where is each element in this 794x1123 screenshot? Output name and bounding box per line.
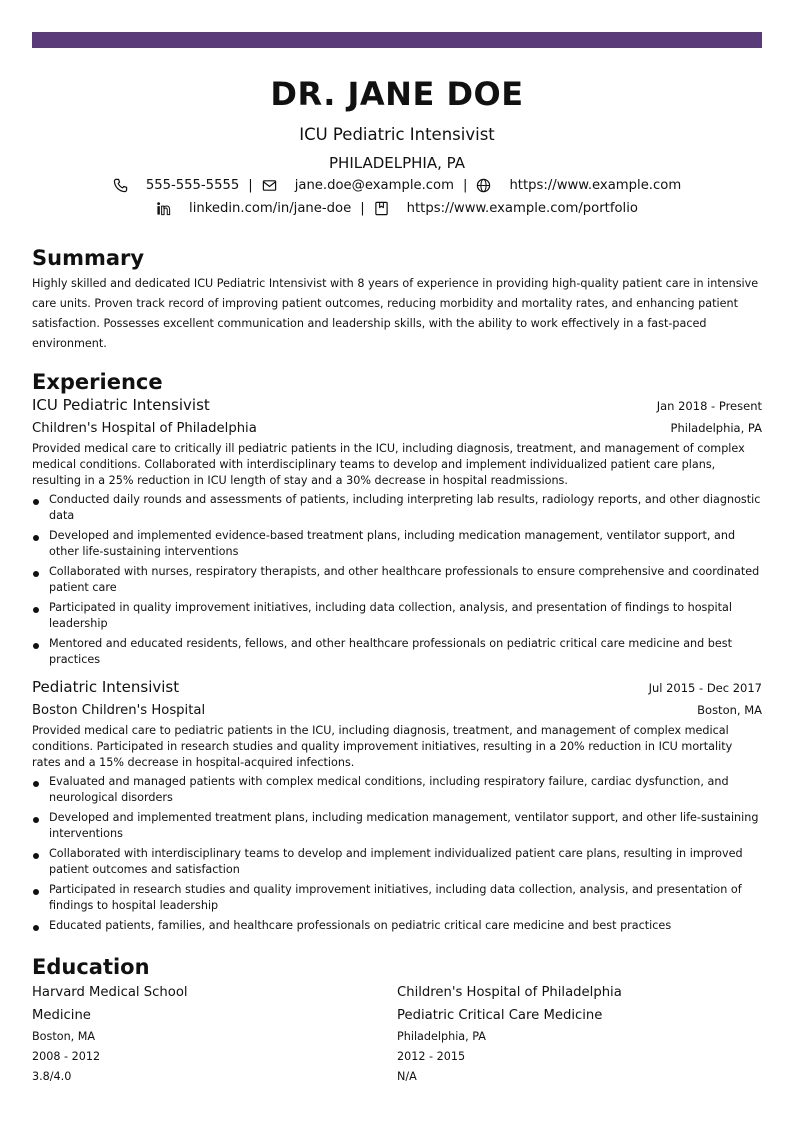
summary-section: [32, 245, 762, 354]
job-entry: [32, 395, 762, 668]
candidate-name: DR. JANE DOE: [270, 75, 524, 113]
job-entry: [32, 677, 762, 934]
list-item: [32, 564, 762, 596]
edu-dates: 2012 - 2015: [397, 1050, 466, 1063]
list-item: [32, 492, 762, 524]
bullet-text: Conducted daily rounds and assessments of patients, including interpreting lab results, radiology reports, and other diagnostic data: [49, 493, 761, 522]
portfolio-icon: [374, 201, 389, 216]
candidate-title: ICU Pediatric Intensivist: [299, 125, 495, 144]
website-link[interactable]: https://www.example.com: [509, 177, 682, 193]
education-entry: [32, 984, 397, 1085]
bullet-icon: [33, 925, 39, 931]
bullet-icon: [33, 607, 39, 613]
job-company: Children's Hospital of Philadelphia: [32, 421, 257, 436]
edu-school: Children's Hospital of Philadelphia: [397, 985, 622, 1000]
list-item: [32, 810, 762, 842]
job-location: Philadelphia, PA: [670, 421, 762, 435]
bullet-text: Collaborated with nurses, respiratory therapists, and other healthcare professionals to ensure comprehensive and coordinated patient care: [49, 565, 760, 594]
resume-page: [32, 48, 762, 1085]
accent-bar: [32, 32, 762, 48]
separator: |: [248, 177, 253, 193]
edu-field: Pediatric Critical Care Medicine: [397, 1008, 603, 1023]
portfolio-link[interactable]: https://www.example.com/portfolio: [406, 200, 638, 216]
mail-icon: [262, 178, 277, 193]
bullet-text: Educated patients, families, and healthcare professionals on pediatric critical care medicine and best practices: [49, 919, 672, 932]
edu-location: Philadelphia, PA: [397, 1030, 486, 1043]
bullet-text: Developed and implemented evidence-based treatment plans, including medication management, ventilator support, and other life-sustaining interventions: [49, 529, 736, 558]
bullet-text: Developed and implemented treatment plans, including medication management, ventilator support, and other life-sustaining interventions: [49, 811, 759, 840]
summary-text: Highly skilled and dedicated ICU Pediatric Intensivist with 8 years of experience in providing high-quality patient care in intensive care units. Proven track record of improving patient outcomes, reducing morbidity and mortality rates, and enhancing patient satisfaction. Possesses excellent communication and leadership skills, with the ability to work effectively in a fast-paced environment.: [32, 277, 759, 350]
phone-icon: [113, 178, 128, 193]
list-item: [32, 774, 762, 806]
list-item: [32, 600, 762, 632]
separator: |: [360, 200, 365, 216]
education-heading: Education: [32, 955, 150, 979]
experience-section: [32, 369, 762, 934]
bullet-icon: [33, 535, 39, 541]
phone-number[interactable]: 555-555-5555: [145, 177, 240, 193]
job-bullets: [32, 492, 762, 668]
email-link[interactable]: jane.doe@example.com: [294, 177, 454, 193]
bullet-text: Participated in quality improvement initiatives, including data collection, analysis, and presentation of findings to hospital leadership: [49, 601, 732, 630]
job-location: Boston, MA: [697, 703, 762, 717]
job-title: Pediatric Intensivist: [32, 678, 180, 696]
summary-heading: Summary: [32, 246, 145, 270]
bullet-text: Evaluated and managed patients with complex medical conditions, including respiratory failure, cardiac dysfunction, and neurological disorders: [49, 775, 729, 804]
job-description: Provided medical care to pediatric patients in the ICU, including diagnosis, treatment, and management of complex medical conditions. Participated in research studies and quality improvement initiatives, resulting in a 20% reduction in ICU mortality rates and a 15% decrease in hospital-acquired infections.: [32, 724, 733, 769]
separator: |: [462, 177, 468, 193]
education-section: [32, 954, 762, 1085]
list-item: [32, 846, 762, 878]
bullet-icon: [33, 781, 39, 787]
job-title: ICU Pediatric Intensivist: [32, 396, 210, 414]
job-company: Boston Children's Hospital: [32, 703, 206, 718]
list-item: [32, 918, 762, 934]
edu-location: Boston, MA: [32, 1030, 96, 1043]
list-item: [32, 636, 762, 668]
linkedin-link[interactable]: linkedin.com/in/jane-doe: [189, 200, 352, 216]
contact-row-1: [32, 174, 762, 197]
edu-school: Harvard Medical School: [32, 985, 188, 1000]
bullet-icon: [33, 571, 39, 577]
edu-gpa: N/A: [397, 1070, 417, 1083]
bullet-text: Mentored and educated residents, fellows, and other healthcare professionals on pediatric critical care medicine and best practices: [49, 637, 733, 666]
job-dates: Jul 2015 - Dec 2017: [648, 681, 762, 695]
job-dates: Jan 2018 - Present: [656, 399, 762, 413]
list-item: [32, 882, 762, 914]
job-bullets: [32, 774, 762, 934]
bullet-icon: [33, 643, 39, 649]
bullet-icon: [33, 499, 39, 505]
bullet-icon: [33, 889, 39, 895]
bullet-icon: [33, 853, 39, 859]
bullet-text: Collaborated with interdisciplinary teams to develop and implement individualized patient care plans, resulting in improved patient outcomes and satisfaction: [49, 847, 743, 876]
edu-gpa: 3.8/4.0: [32, 1070, 72, 1083]
edu-dates: 2008 - 2012: [32, 1050, 101, 1063]
bullet-icon: [33, 817, 39, 823]
bullet-text: Participated in research studies and quality improvement initiatives, including data collection, analysis, and presentation of findings to hospital leadership: [49, 883, 742, 912]
globe-icon: [476, 178, 491, 193]
contact-row-2: [32, 197, 762, 220]
job-description: Provided medical care to critically ill pediatric patients in the ICU, including diagnosis, treatment, and management of complex medical conditions. Collaborated with interdisciplinary teams to develop and implement individualized patient care plans, resulting in a 25% reduction in ICU length of stay and a 30% decrease in hospital readmissions.: [32, 442, 745, 487]
linkedin-icon: [156, 201, 171, 216]
candidate-location: PHILADELPHIA, PA: [329, 154, 465, 172]
edu-field: Medicine: [32, 1008, 91, 1023]
list-item: [32, 528, 762, 560]
experience-heading: Experience: [32, 370, 163, 394]
education-entry: [397, 984, 762, 1085]
